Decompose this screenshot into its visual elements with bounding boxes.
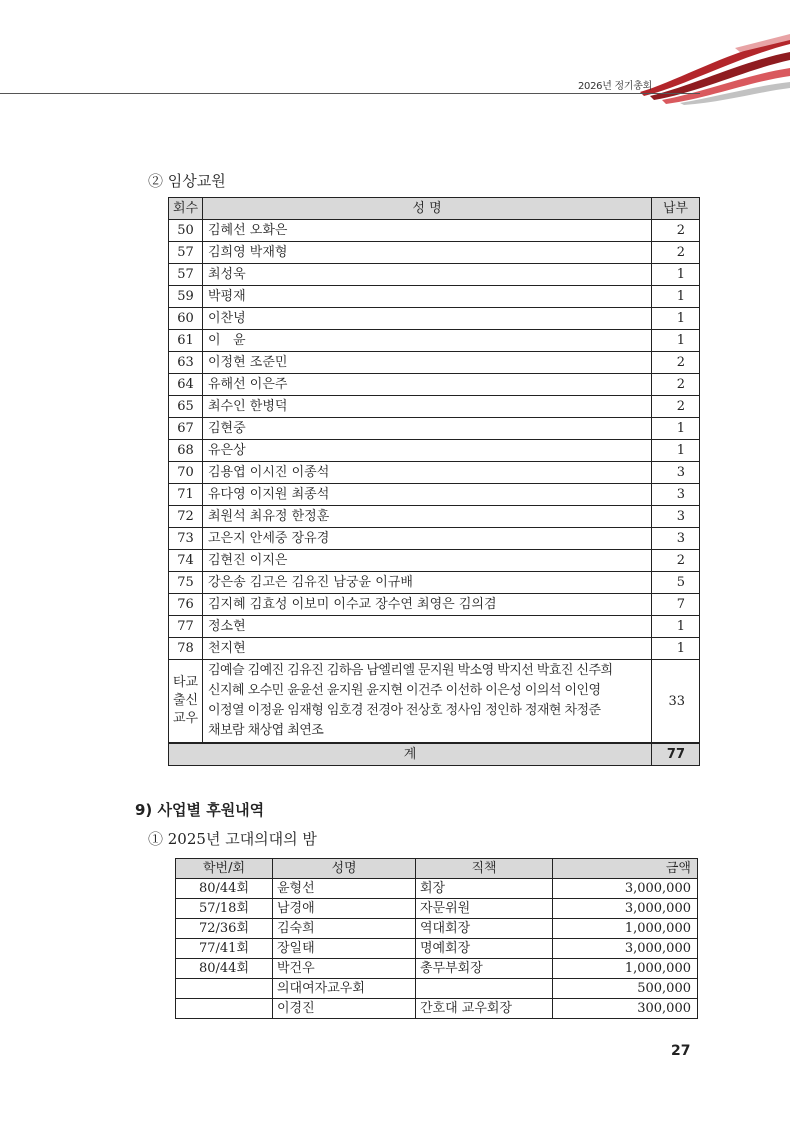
cell-name: 의대여자교우회 xyxy=(273,979,416,999)
other-schools-label xyxy=(169,660,203,744)
column-header: 성명 xyxy=(273,859,416,879)
row-number: 73 xyxy=(169,528,203,550)
total-row xyxy=(169,743,700,766)
table-row xyxy=(169,308,700,330)
row-paid: 1 xyxy=(652,286,700,308)
table-row xyxy=(169,352,700,374)
row-number: 75 xyxy=(169,572,203,594)
row-number: 78 xyxy=(169,638,203,660)
table-row xyxy=(169,264,700,286)
row-names: 김용엽 이시진 이종석 xyxy=(203,462,652,484)
table-row xyxy=(176,919,698,939)
table-header-row xyxy=(176,859,698,879)
row-paid: 3 xyxy=(652,462,700,484)
row-paid: 7 xyxy=(652,594,700,616)
section-title: 9) 사업별 후원내역 xyxy=(135,801,265,819)
row-number: 67 xyxy=(169,418,203,440)
total-label: 계 xyxy=(169,743,652,766)
label-line: 타교 xyxy=(172,675,199,690)
cell-name: 이경진 xyxy=(273,999,416,1019)
total-value: 77 xyxy=(652,743,700,766)
row-paid: 1 xyxy=(652,418,700,440)
clinical-heading: ② 임상교원 xyxy=(148,172,226,190)
cell-year: 80/44회 xyxy=(176,879,273,899)
table-row xyxy=(169,330,700,352)
cell-role: 총무부회장 xyxy=(416,959,553,979)
column-header: 성 명 xyxy=(203,198,652,220)
column-header: 회수 xyxy=(169,198,203,220)
row-names: 유해선 이은주 xyxy=(203,374,652,396)
name-line: 채보람 채상엽 최연조 xyxy=(208,723,324,738)
cell-year: 80/44회 xyxy=(176,959,273,979)
row-names: 유은상 xyxy=(203,440,652,462)
table-row xyxy=(169,286,700,308)
cell-amount: 1,000,000 xyxy=(553,919,698,939)
cell-role: 간호대 교우회장 xyxy=(416,999,553,1019)
cell-amount: 3,000,000 xyxy=(553,879,698,899)
row-names: 김현중 xyxy=(203,418,652,440)
table-row xyxy=(169,440,700,462)
cell-amount: 3,000,000 xyxy=(553,939,698,959)
clinical-table xyxy=(168,197,700,766)
table-row xyxy=(176,959,698,979)
table-row xyxy=(169,572,700,594)
cell-year: 72/36회 xyxy=(176,919,273,939)
row-number: 71 xyxy=(169,484,203,506)
table-row xyxy=(169,594,700,616)
table-row xyxy=(169,506,700,528)
table-row xyxy=(176,999,698,1019)
row-names: 김혜선 오화은 xyxy=(203,220,652,242)
table-row xyxy=(169,396,700,418)
row-paid: 2 xyxy=(652,374,700,396)
row-names: 이찬녕 xyxy=(203,308,652,330)
table-row xyxy=(169,418,700,440)
table-row xyxy=(169,528,700,550)
label-line: 교우 xyxy=(172,711,199,726)
row-names: 박평재 xyxy=(203,286,652,308)
cell-name: 김숙희 xyxy=(273,919,416,939)
row-paid: 1 xyxy=(652,308,700,330)
row-number: 76 xyxy=(169,594,203,616)
cell-role: 역대회장 xyxy=(416,919,553,939)
name-line: 신지혜 오수민 윤윤선 윤지원 윤지현 이건주 이선하 이은성 이의석 이인영 xyxy=(208,683,601,698)
table-row xyxy=(169,638,700,660)
row-names: 김희영 박재형 xyxy=(203,242,652,264)
row-number: 68 xyxy=(169,440,203,462)
cell-amount: 500,000 xyxy=(553,979,698,999)
cell-name: 윤형선 xyxy=(273,879,416,899)
row-names: 고은지 안세중 장유경 xyxy=(203,528,652,550)
cell-name: 남경애 xyxy=(273,899,416,919)
cell-year: 77/41회 xyxy=(176,939,273,959)
cell-amount: 1,000,000 xyxy=(553,959,698,979)
row-names: 정소현 xyxy=(203,616,652,638)
row-number: 63 xyxy=(169,352,203,374)
row-number: 50 xyxy=(169,220,203,242)
row-paid: 33 xyxy=(652,660,700,744)
table-row xyxy=(169,242,700,264)
row-number: 59 xyxy=(169,286,203,308)
name-line: 이정열 이정윤 임재형 임호경 전경아 전상호 정사임 정인하 정재현 차정준 xyxy=(208,703,601,718)
row-paid: 3 xyxy=(652,528,700,550)
row-paid: 2 xyxy=(652,352,700,374)
row-number: 57 xyxy=(169,264,203,286)
row-names: 최원석 최유정 한정훈 xyxy=(203,506,652,528)
sponsorship-table xyxy=(175,858,698,1019)
cell-year: 57/18회 xyxy=(176,899,273,919)
cell-year xyxy=(176,979,273,999)
cell-name: 박건우 xyxy=(273,959,416,979)
cell-year xyxy=(176,999,273,1019)
cell-amount: 3,000,000 xyxy=(553,899,698,919)
cell-role: 회장 xyxy=(416,879,553,899)
header-rule xyxy=(0,93,700,94)
column-header: 학번/회 xyxy=(176,859,273,879)
label-line: 출신 xyxy=(172,693,199,708)
row-names: 김지혜 김효성 이보미 이수교 장수연 최영은 김의겸 xyxy=(203,594,652,616)
row-paid: 2 xyxy=(652,220,700,242)
table-row xyxy=(176,899,698,919)
column-header: 직책 xyxy=(416,859,553,879)
row-paid: 2 xyxy=(652,242,700,264)
row-paid: 3 xyxy=(652,506,700,528)
row-paid: 1 xyxy=(652,440,700,462)
table-row xyxy=(176,979,698,999)
row-paid: 2 xyxy=(652,396,700,418)
row-paid: 5 xyxy=(652,572,700,594)
row-number: 57 xyxy=(169,242,203,264)
cell-amount: 300,000 xyxy=(553,999,698,1019)
table-row xyxy=(169,616,700,638)
table-header-row xyxy=(169,198,700,220)
row-names: 최성욱 xyxy=(203,264,652,286)
table-row xyxy=(176,939,698,959)
row-number: 74 xyxy=(169,550,203,572)
row-number: 72 xyxy=(169,506,203,528)
table-row xyxy=(169,550,700,572)
cell-role: 자문위원 xyxy=(416,899,553,919)
table-row xyxy=(169,220,700,242)
table-row-other-schools xyxy=(169,660,700,744)
row-number: 64 xyxy=(169,374,203,396)
table-row xyxy=(169,484,700,506)
row-number: 61 xyxy=(169,330,203,352)
column-header: 납부 xyxy=(652,198,700,220)
row-number: 65 xyxy=(169,396,203,418)
row-number: 60 xyxy=(169,308,203,330)
sponsorship-heading: ① 2025년 고대의대의 밤 xyxy=(148,830,317,848)
table-row xyxy=(169,374,700,396)
row-names: 강은송 김고은 김유진 남궁윤 이규배 xyxy=(203,572,652,594)
row-names: 이 윤 xyxy=(203,330,652,352)
column-header: 금액 xyxy=(553,859,698,879)
cell-name: 장일태 xyxy=(273,939,416,959)
row-paid: 1 xyxy=(652,616,700,638)
row-names: 천지현 xyxy=(203,638,652,660)
row-names: 유다영 이지원 최종석 xyxy=(203,484,652,506)
row-names: 최수인 한병덕 xyxy=(203,396,652,418)
row-names: 이정현 조준민 xyxy=(203,352,652,374)
page-number: 27 xyxy=(671,1043,691,1059)
row-number: 77 xyxy=(169,616,203,638)
table-row xyxy=(169,462,700,484)
row-paid: 1 xyxy=(652,638,700,660)
cell-role: 명예회장 xyxy=(416,939,553,959)
row-paid: 1 xyxy=(652,330,700,352)
header-title: 2026년 정기총회 xyxy=(578,81,652,92)
other-schools-names xyxy=(203,660,652,744)
row-paid: 2 xyxy=(652,550,700,572)
cell-role xyxy=(416,979,553,999)
row-paid: 3 xyxy=(652,484,700,506)
table-row xyxy=(176,879,698,899)
name-line: 김예슬 김예진 김유진 김하음 남엘리엘 문지원 박소영 박지선 박효진 신주희 xyxy=(208,663,613,678)
row-number: 70 xyxy=(169,462,203,484)
row-names: 김현진 이지은 xyxy=(203,550,652,572)
row-paid: 1 xyxy=(652,264,700,286)
